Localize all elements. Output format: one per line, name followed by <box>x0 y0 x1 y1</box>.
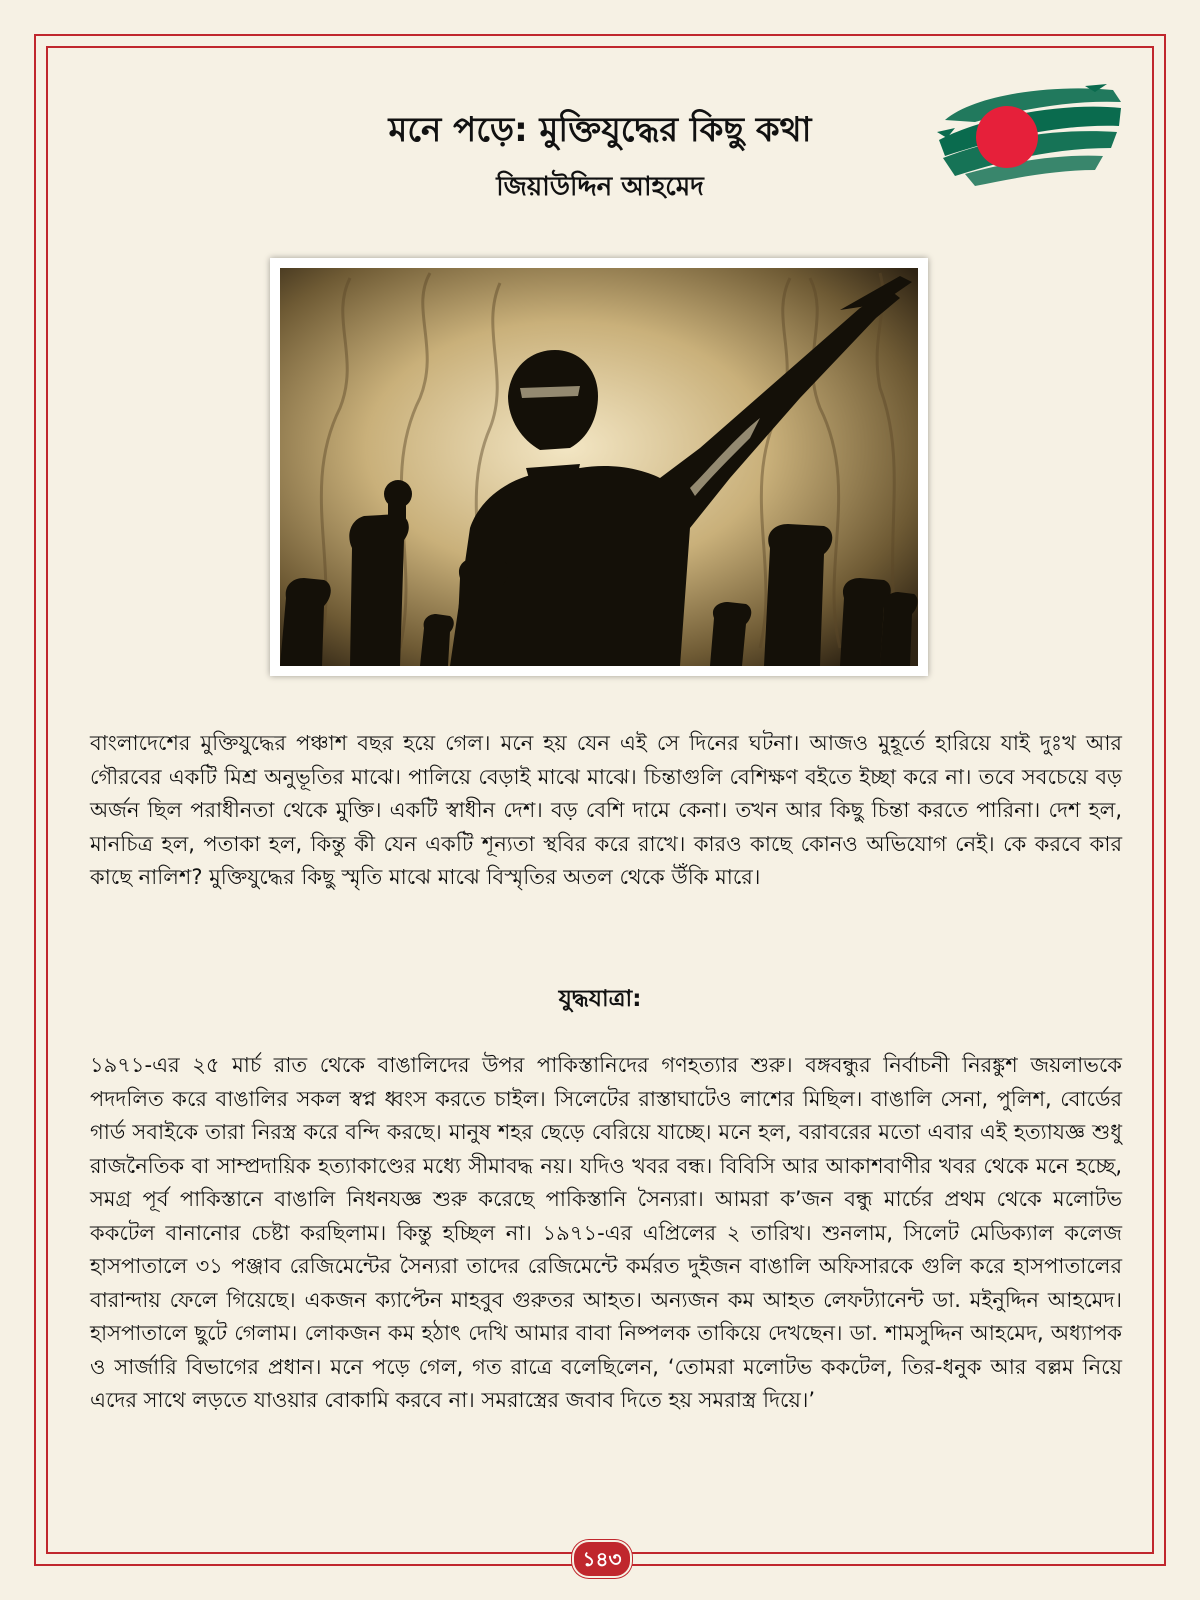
intro-paragraph: বাংলাদেশের মুক্তিযুদ্ধের পঞ্চাশ বছর হয়ে গেল। মনে হয় যেন এই সে দিনের ঘটনা। আজও মুহূর্তে হারিয়ে যাই দুঃখ আর গৌরবের একটি মিশ্র অনুভূতির মাঝে। পালিয়ে বেড়াই মাঝে মাঝে। চিন্তাগুলি বেশিক্ষণ বইতে ইচ্ছা করে না। তবে সবচেয়ে বড় অর্জন ছিল পরাধীনতা থেকে মুক্তি। একটি স্বাধীন দেশ। বড় বেশি দামে কেনা। তখন আর কিছু চিন্তা করতে পারিনা। দেশ হল, মানচিত্র হল, পতাকা হল, কিন্তু কী যেন একটি শূন্যতা স্থবির করে রাখে। কারও কাছে কোনও অভিযোগ নেই। কে করবে কার কাছে নালিশ? মুক্তিযুদ্ধের কিছু স্মৃতি মাঝে মাঝে বিস্মৃতির অতল থেকে উঁকি মারে। <box>90 731 1122 889</box>
article-title: মনে পড়ে: মুক্তিযুদ্ধের কিছু কথা <box>388 110 812 150</box>
leader-pointing-with-raised-fists-illustration <box>280 268 918 666</box>
section-paragraph: ১৯৭১-এর ২৫ মার্চ রাত থেকে বাঙালিদের উপর পাকিস্তানিদের গণহত্যার শুরু। বঙ্গবন্ধুর নির্বাচনী নিরঙ্কুশ জয়লাভকে পদদলিত করে বাঙালির সকল স্বপ্ন ধ্বংস করতে চাইল। সিলেটের রাস্তাঘাটেও লাশের মিছিল। বাঙালি সেনা, পুলিশ, বোর্ডের গার্ড সবাইকে তারা নিরস্ত্র করে বন্দি করছে। মানুষ শহর ছেড়ে বেরিয়ে যাচ্ছে। মনে হল, বরাবরের মতো এবার এই হত্যাযজ্ঞ শুধু রাজনৈতিক বা সাম্প্রদায়িক হত্যাকাণ্ডের মধ্যে সীমাবদ্ধ নয়। যদিও খবর বন্ধ। বিবিসি আর আকাশবাণীর খবর থেকে মনে হচ্ছে, সমগ্র পূর্ব পাকিস্তানে বাঙালি নিধনযজ্ঞ শুরু করেছে পাকিস্তানি সৈন্যরা। আমরা ক’জন বন্ধু মার্চের প্রথম থেকে মলোটভ ককটেল বানানোর চেষ্টা করছিলাম। কিন্তু হচ্ছিল না। ১৯৭১-এর এপ্রিলের ২ তারিখ। শুনলাম, সিলেট মেডিক্যাল কলেজ হাসপাতালে ৩১ পঞ্জাব রেজিমেন্টের সৈন্যরা তাদের রেজিমেন্টে কর্মরত দুইজন বাঙালি অফিসারকে গুলি করে হাসপাতালের বারান্দায় ফেলে গিয়েছে। একজন ক্যাপ্টেন মাহবুব গুরুতর আহত। অন্যজন কম আহত লেফট্যানেন্ট ডা. মইনুদ্দিন আহমেদ। হাসপাতালে ছুটে গেলাম। লোকজন কম হঠাৎ দেখি আমার বাবা নিষ্পলক তাকিয়ে দেখছেন। ডা. শামসুদ্দিন আহমেদ, অধ্যাপক ও সার্জারি বিভাগের প্রধান। মনে পড়ে গেল, গত রাত্রে বলেছিলেন, ‘তোমরা মলোটভ ককটেল, তির-ধনুক আর বল্লম নিয়ে এদের সাথে লড়তে যাওয়ার বোকামি করবে না। সমরাস্ত্রের জবাব দিতে হয় সমরাস্ত্র দিয়ে।’ <box>90 1053 1122 1412</box>
article-illustration <box>270 258 928 676</box>
section-heading: যুদ্ধযাত্রা: <box>558 986 642 1012</box>
page-number: ১৪৩ <box>572 1540 632 1578</box>
author-name: জিয়াউদ্দিন আহমেদ <box>496 172 704 202</box>
